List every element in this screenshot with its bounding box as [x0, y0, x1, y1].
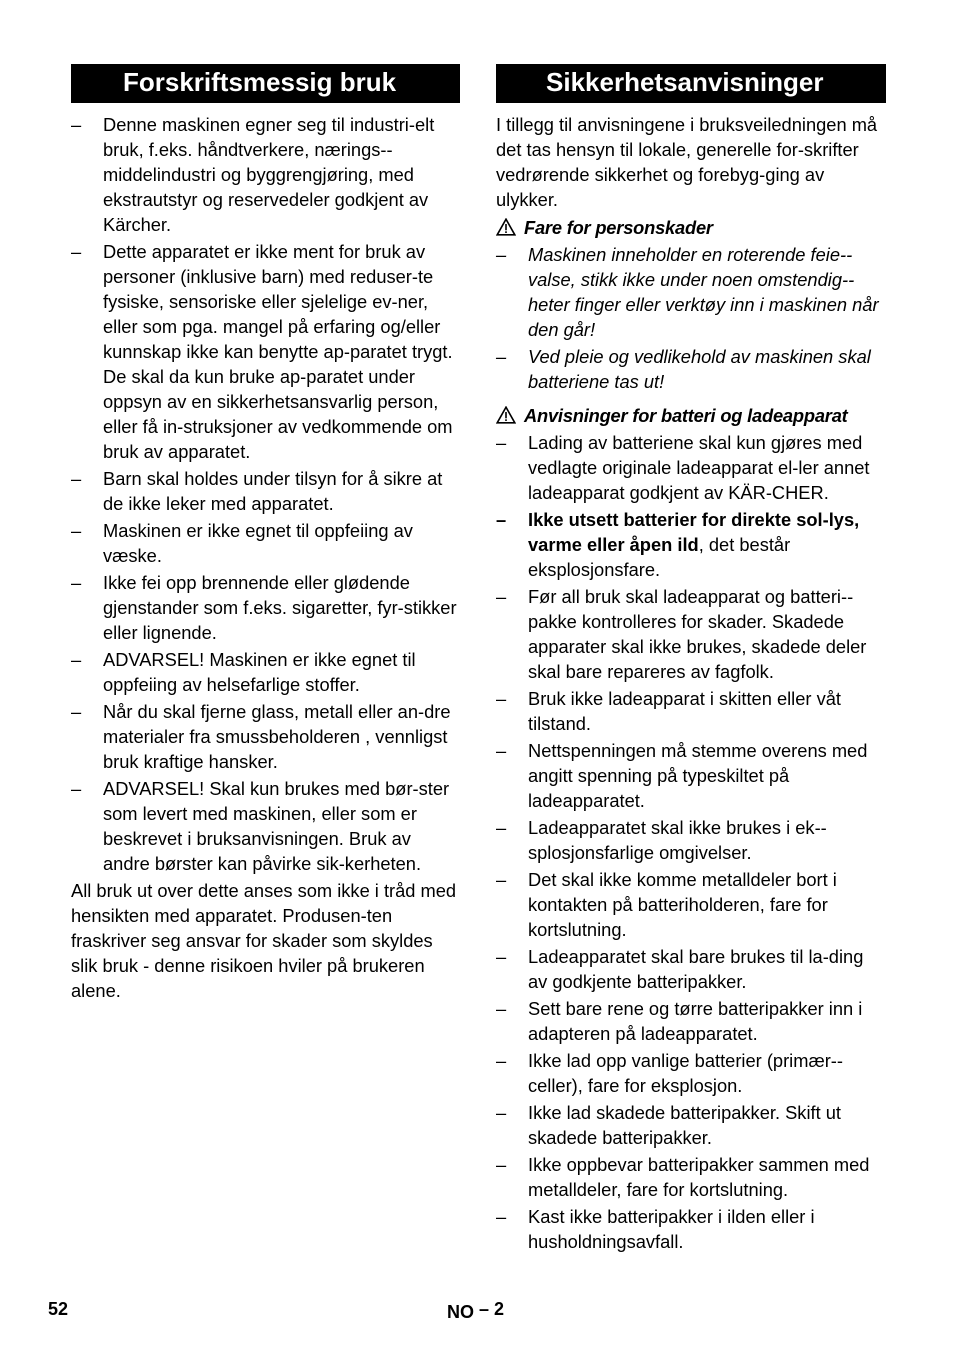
list-item: – Nettspenningen må stemme overens med angitt spenning på typeskiltet på ladeapparatet. — [496, 740, 868, 811]
list-item: – Barn skal holdes under tilsyn for å sikre at de ikke leker med apparatet. — [71, 468, 443, 514]
left-column — [71, 64, 460, 1005]
list-item: – Maskinen er ikke egnet til oppfeiing av væske. — [71, 520, 413, 566]
intended-use-list — [71, 112, 460, 876]
list-item: – Dette apparatet er ikke ment for bruk av personer (inklusive barn) med reduser-te fysiske, sensoriske eller sjelelige ev-ner, eller som pga. mangel på erfaring og/eller kunnskap ikke kan benytte ap-paratet trygt. De skal da kun bruke ap-paratet under oppsyn av en sikkerhetsansvarlig person, eller få in-struksjoner av vedkommende om bruk av apparatet. — [71, 241, 453, 462]
warning-triangle-icon — [496, 406, 516, 424]
section-heading-intended-use: Forskriftsmessig bruk — [71, 64, 460, 103]
page-number: 52 — [48, 1299, 69, 1319]
warning-triangle-icon — [496, 218, 516, 236]
battery-charger-list — [496, 430, 886, 1254]
list-item: – Ikke lad skadede batteripakker. Skift ut skadede batteripakker. — [496, 1102, 841, 1148]
list-item: – Bruk ikke ladeapparat i skitten eller våt tilstand. — [496, 688, 841, 734]
list-item: – Maskinen inneholder en roterende feie-valse, stikk ikke under noen omstendig-heter finger eller verktøy inn i maskinen når den går! — [496, 244, 879, 340]
list-item: – Ikke lad opp vanlige batterier (primær-celler), fare for eksplosjon. — [496, 1050, 843, 1096]
warning-personal-injury: Fare for personskader — [496, 215, 886, 240]
list-item: – Ladeapparatet skal ikke brukes i ek-splosjonsfarlige omgivelser. — [496, 817, 827, 863]
personal-injury-list — [496, 242, 886, 394]
intro-paragraph: I tillegg til anvisningene i bruksveiledningen må det tas hensyn til lokale, generelle for-skrifter vedrørende sikkerhet og forebyg-ging av ulykker. — [496, 114, 878, 210]
list-item: – Før all bruk skal ladeapparat og batteri-pakke kontrolleres for skader. Skadede apparater skal ikke brukes, skadede deler skal bare repareres av fagfolk. — [496, 586, 867, 682]
warning-battery-charger: Anvisninger for batteri og ladeapparat — [496, 403, 886, 428]
list-item: – ADVARSEL! Maskinen er ikke egnet til oppfeiing av helsefarlige stoffer. — [71, 649, 416, 695]
list-item: – Ved pleie og vedlikehold av maskinen skal batteriene tas ut! — [496, 346, 871, 392]
list-item: – Ikke utsett batterier for direkte sol-lys, varme eller åpen ild, det består eksplosjonsfare. — [496, 509, 860, 580]
list-item: – Det skal ikke komme metalldeler bort i kontakten på batteriholderen, fare for kortslutning. — [496, 869, 837, 940]
list-item: – Ladeapparatet skal bare brukes til la-ding av godkjente batteripakker. — [496, 946, 864, 992]
list-item: – Sett bare rene og tørre batteripakker inn i adapteren på ladeapparatet. — [496, 998, 863, 1044]
list-item: – Lading av batteriene skal kun gjøres med vedlagte originale ladeapparat el-ler annet ladeapparat godkjent av KÄR-CHER. — [496, 432, 870, 503]
list-item: – Ikke oppbevar batteripakker sammen med metalldeler, fare for kortslutning. — [496, 1154, 870, 1200]
language-page-label: NO – 2 — [447, 1299, 505, 1322]
section-heading-safety: Sikkerhetsanvisninger — [496, 64, 886, 103]
list-item: – ADVARSEL! Skal kun brukes med bør-ster som levert med maskinen, eller som er beskrevet i bruksanvisningen. Bruk av andre børster kan påvirke sik-kerheten. — [71, 778, 450, 874]
closing-paragraph: All bruk ut over dette anses som ikke i tråd med hensikten med apparatet. Produsen-ten fraskriver seg ansvar for skader som skyldes slik bruk - denne risikoen hviler på brukeren alene. — [71, 880, 457, 1001]
right-column — [496, 64, 886, 1256]
list-item: – Når du skal fjerne glass, metall eller an-dre materialer fra smussbeholderen , vennligst bruk kraftige hansker. — [71, 701, 451, 772]
list-item: – Denne maskinen egner seg til industri-elt bruk, f.eks. håndtverkere, nærings-middelindustri og byggrengjøring, med ekstrautstyr og reservedeler godkjent av Kärcher. — [71, 114, 435, 235]
list-item: – Ikke fei opp brennende eller glødende gjenstander som f.eks. sigaretter, fyr-stikker eller lignende. — [71, 572, 457, 643]
list-item: – Kast ikke batteripakker i ilden eller i husholdningsavfall. — [496, 1206, 815, 1252]
